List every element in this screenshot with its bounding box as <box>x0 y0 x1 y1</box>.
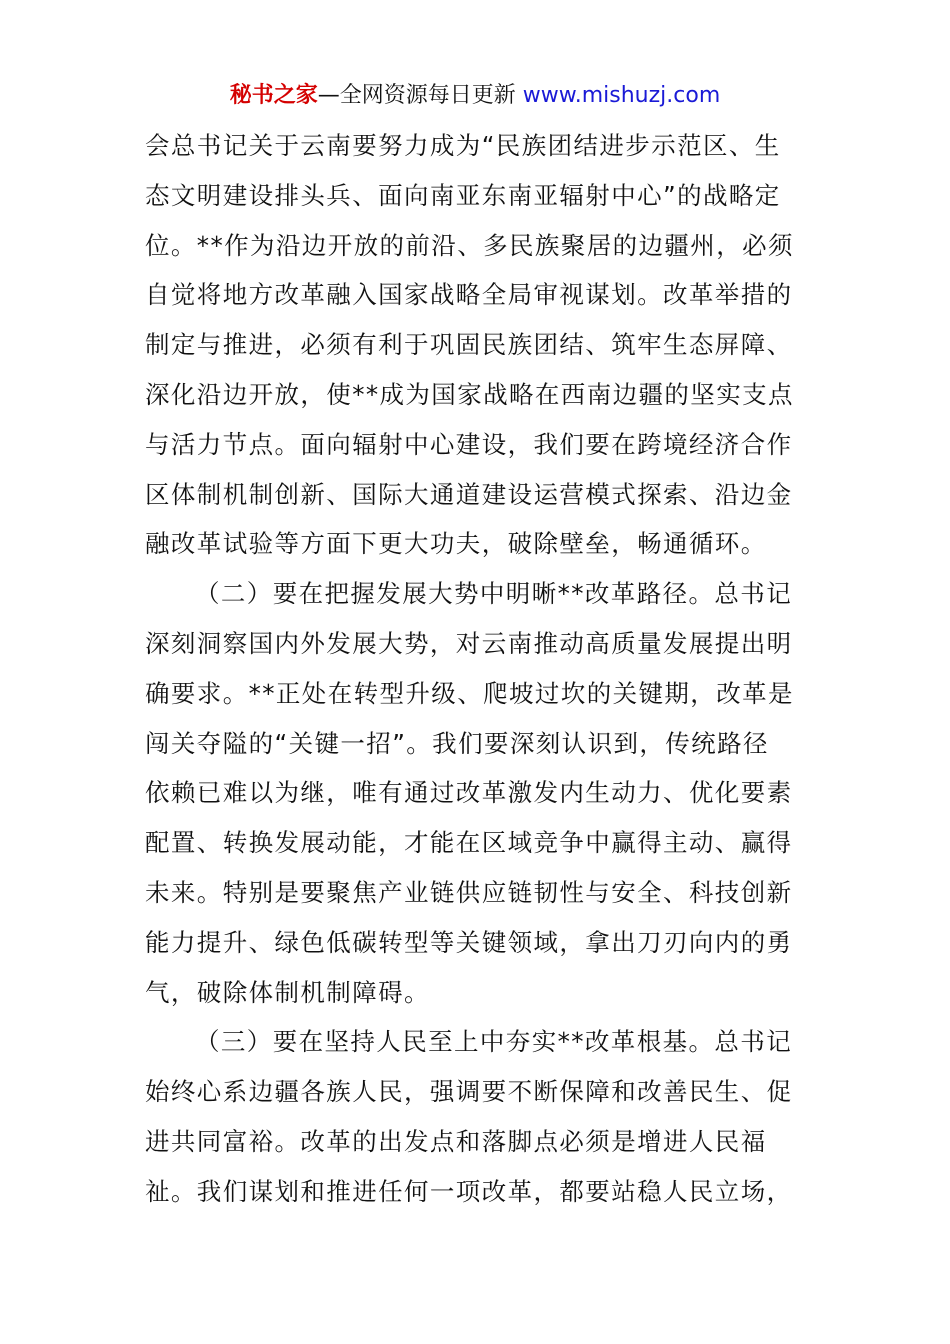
text-line: 闯关夺隘的“关键一招”。我们要深刻认识到，传统路径 <box>145 728 769 758</box>
site-header <box>0 80 950 112</box>
text-line: 态文明建设排头兵、面向南亚东南亚辐射中心”的战略定 <box>145 180 781 210</box>
text-line: 区体制机制创新、国际大通道建设运营模式探索、沿边金 <box>145 479 793 509</box>
text-line: 进共同富裕。改革的出发点和落脚点必须是增进人民福 <box>145 1126 767 1156</box>
text-line: 配置、转换发展动能，才能在区域竞争中赢得主动、赢得 <box>145 828 793 858</box>
site-brand: 秘书之家 <box>229 83 318 108</box>
text-line: 始终心系边疆各族人民，强调要不断保障和改善民生、促 <box>145 1077 793 1107</box>
text-line: 能力提升、绿色低碳转型等关键领域，拿出刀刃向内的勇 <box>145 927 793 957</box>
text-line: 深化沿边开放，使**成为国家战略在西南边疆的坚实支点 <box>145 379 794 409</box>
text-line: 依赖已难以为继，唯有通过改革激发内生动力、优化要素 <box>145 778 793 808</box>
text-line: 会总书记关于云南要努力成为“民族团结进步示范区、生 <box>145 131 781 160</box>
section-heading-line: （三）要在坚持人民至上中夯实**改革根基。总书记 <box>195 1027 793 1057</box>
document-body <box>145 121 807 1217</box>
site-url-link[interactable]: www.mishuzj.com <box>522 83 721 108</box>
text-line: 气，破除体制机制障碍。 <box>145 977 430 1007</box>
text-line: 制定与推进，必须有利于巩固民族团结、筑牢生态屏障、 <box>145 330 793 360</box>
text-line: 与活力节点。面向辐射中心建设，我们要在跨境经济合作 <box>145 429 793 459</box>
text-line: 融改革试验等方面下更大功夫，破除壁垒，畅通循环。 <box>145 529 767 559</box>
text-line: 未来。特别是要聚焦产业链供应链韧性与安全、科技创新 <box>145 877 793 907</box>
text-line: 祉。我们谋划和推进任何一项改革，都要站稳人民立场， <box>145 1176 793 1206</box>
text-line: 深刻洞察国内外发展大势，对云南推动高质量发展提出明 <box>145 628 793 658</box>
site-tagline: —全网资源每日更新 <box>317 83 516 108</box>
section-heading-line: （二）要在把握发展大势中明晰**改革路径。总书记 <box>195 579 793 609</box>
text-line: 自觉将地方改革融入国家战略全局审视谋划。改革举措的 <box>145 280 793 310</box>
text-line: 位。**作为沿边开放的前沿、多民族聚居的边疆州，必须 <box>145 230 794 260</box>
text-line: 确要求。**正处在转型升级、爬坡过坎的关键期，改革是 <box>145 678 794 708</box>
